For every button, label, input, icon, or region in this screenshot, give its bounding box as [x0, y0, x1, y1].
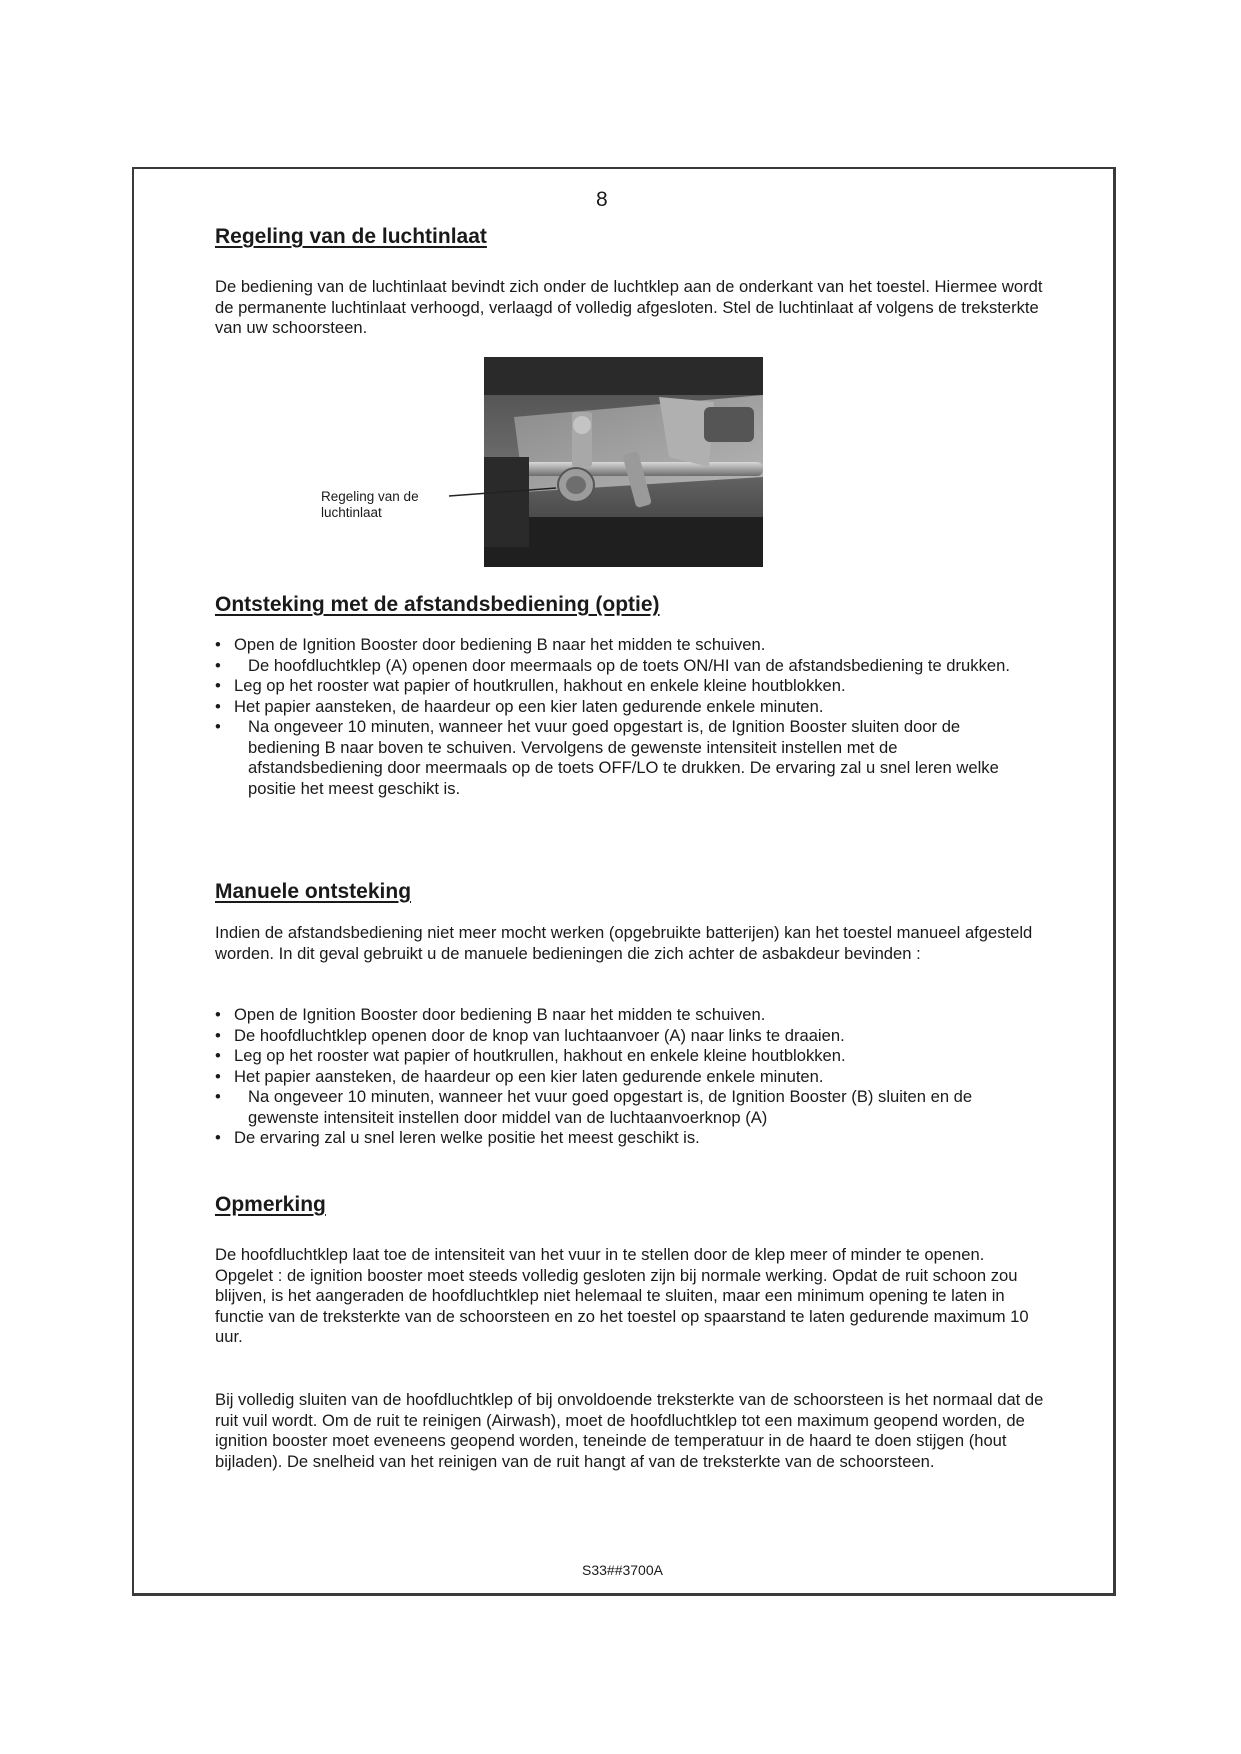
list-item: • De hoofdluchtklep (A) openen door meermaals op de toets ON/HI van de afstandsbediening te drukken.: [215, 655, 1010, 675]
paragraph-manual-ignition: Indien de afstandsbediening niet meer mocht werken (opgebruikte batterijen) kan het toestel manueel afgesteld worden. In dit geval gebruikt u de manuele bedieningen die zich achter de asbakdeur bevinden :: [215, 923, 1033, 963]
manual-ignition-list: [215, 1005, 1015, 1149]
remote-ignition-list: [215, 635, 1015, 799]
list-item: • De ervaring zal u snel leren welke positie het meest geschikt is.: [215, 1128, 700, 1147]
list-item: • Leg op het rooster wat papier of houtkrullen, hakhout en enkele kleine houtblokken.: [215, 676, 846, 695]
page-number: 8: [596, 188, 608, 211]
heading-remote-ignition: Ontsteking met de afstandsbediening (optie): [215, 593, 660, 616]
paragraph-air-intake: De bediening van de luchtinlaat bevindt zich onder de luchtklep aan de onderkant van het toestel. Hiermee wordt de permanente luchtinlaat verhoogd, verlaagd of volledig afgesloten. Stel de luchtinlaat af volgens de treksterkte van uw schoorsteen.: [215, 277, 1043, 337]
document-code: S33##3700A: [582, 1562, 663, 1578]
paragraph-note-1: De hoofdluchtklep laat toe de intensiteit van het vuur in te stellen door de klep meer of minder te openen. Opgelet : de ignition booster moet steeds volledig gesloten zijn bij normale werking. Opdat de ruit schoon zou blijven, is het aangeraden de hoofdluchtklep niet helemaal te sluiten, maar een minimum opening te laten in functie van de treksterkte van de schoorsteen en zo het toestel op spaarstand te laten gedurende maximum 10 uur.: [215, 1245, 1029, 1346]
figure-callout: Regeling van de luchtinlaat: [321, 489, 419, 520]
heading-note: Opmerking: [215, 1193, 326, 1216]
list-item: • Het papier aansteken, de haardeur op een kier laten gedurende enkele minuten.: [215, 1066, 824, 1086]
list-item: • Na ongeveer 10 minuten, wanneer het vuur goed opgestart is, de Ignition Booster sluiten door de bediening B naar boven te schuiven. Vervolgens de gewenste intensiteit instellen met de afstandsbediening door meermaals op de toets OFF/LO te drukken. De ervaring zal u snel leren welke positie het meest geschikt is.: [215, 717, 999, 798]
list-item: • Open de Ignition Booster door bediening B naar het midden te schuiven.: [215, 1005, 766, 1024]
list-item: • De hoofdluchtklep openen door de knop van luchtaanvoer (A) naar links te draaien.: [215, 1025, 845, 1045]
list-item: • Na ongeveer 10 minuten, wanneer het vuur goed opgestart is, de Ignition Booster (B) sluiten en de gewenste intensiteit instellen door middel van de luchtaanvoerknop (A): [215, 1087, 973, 1127]
list-item: • Leg op het rooster wat papier of houtkrullen, hakhout en enkele kleine houtblokken.: [215, 1046, 846, 1065]
heading-air-intake: Regeling van de luchtinlaat: [215, 225, 487, 248]
list-item: • Open de Ignition Booster door bediening B naar het midden te schuiven.: [215, 635, 766, 654]
paragraph-note-2: Bij volledig sluiten van de hoofdluchtklep of bij onvoldoende treksterkte van de schoorsteen is het normaal dat de ruit vuil wordt. Om de ruit te reinigen (Airwash), moet de hoofdluchtklep tot een maximum geopend worden, de ignition booster moet eveneens geopend worden, teneinde de temperatuur in de haard te doen stijgen (hout bijladen). De snelheid van het reinigen van de ruit hangt af van de treksterkte van de schoorsteen.: [215, 1390, 1044, 1471]
list-item: • Het papier aansteken, de haardeur op een kier laten gedurende enkele minuten.: [215, 696, 824, 716]
air-intake-photo: [484, 357, 763, 567]
heading-manual-ignition: Manuele ontsteking: [215, 880, 412, 903]
callout-leader-line: [448, 486, 558, 506]
